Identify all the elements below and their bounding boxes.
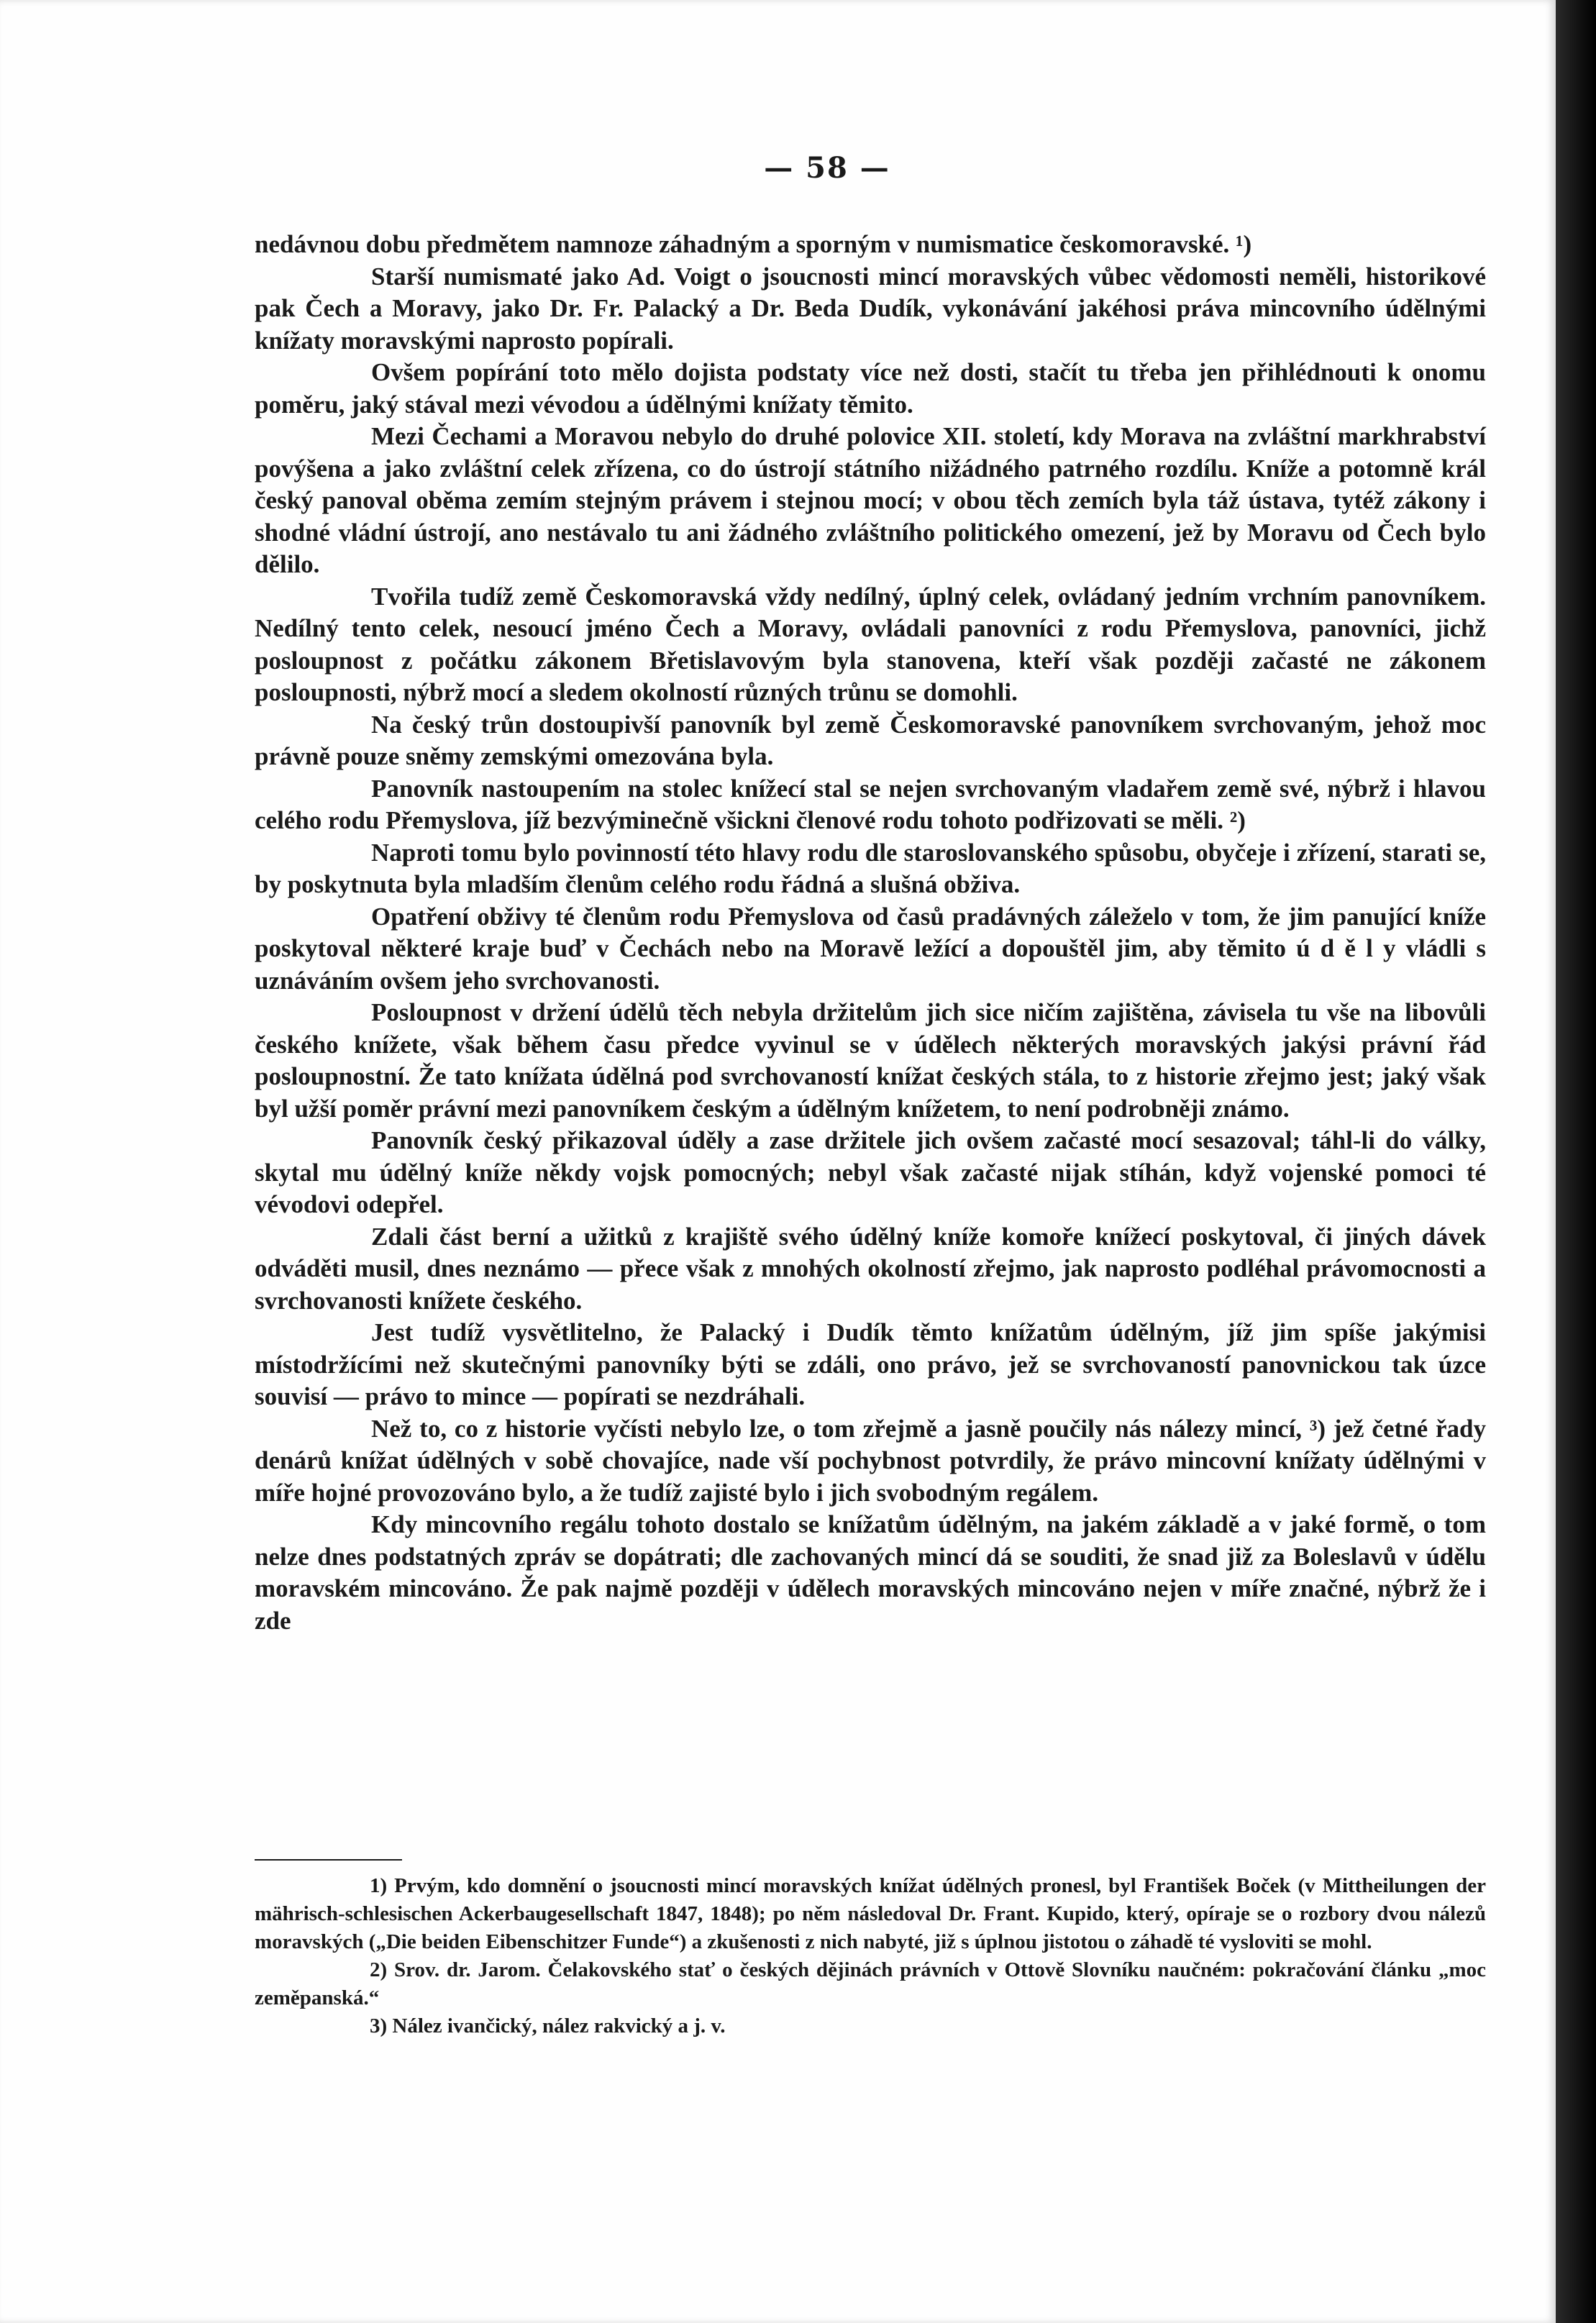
paragraph-8: Naproti tomu bylo povinností této hlavy rodu dle staroslovanského spůsobu, obyčeje i zřízení, starati se, by poskytnuta byla mladším členům celého rodu řádná a slušná obživa. [255,838,1486,898]
footnote-1: 1) Prvým, kdo domnění o jsoucnosti mincí moravských knížat údělných pronesl, byl František Boček (v Mittheilungen der mährisch-schlesischen Ackerbaugesellschaft 1847, 1848); po něm následoval Dr. Frant. Kupido, který, opíraje se o rozbory dvou nálezů moravských („Die beiden Eibenschitzer Funde“) a zkušenosti z nich nabyté, již s úplnou jistotou o záhadě té vysloviti se mohl. [255,1874,1486,1953]
paragraph-4: Mezi Čechami a Moravou nebylo do druhé polovice XII. století, kdy Morava na zvláštní markhrabství povýšena a jako zvláštní celek zřízena, co do ústrojí státního nižádného patrného rozdílu. Kníže a potomně král český panoval oběma zemím stejným právem i stejnou mocí; v obou těch zemích byla táž ústava, tytéž zákony i shodné vládní ústrojí, ano nestávalo tu ani žádného zvláštního politického omezení, jež by Moravu od Čech bylo dělilo. [255,422,1486,578]
paragraph-11: Panovník český přikazoval úděly a zase držitele jich ovšem začasté mocí sesazoval; táhl-li do války, skytal mu údělný kníže někdy vojsk pomocných; nebyl však začasté nijak stíhán, když vojenské pomoci té vévodovi odepřel. [255,1126,1486,1218]
paragraph-6: Na český trůn dostoupivší panovník byl země Českomoravské panovníkem svrchovaným, jehož moc právně pouze sněmy zemskými omezována byla. [255,710,1486,770]
paragraph-1: nedávnou dobu předmětem namnoze záhadným a sporným v numismatice českomoravské. ¹) [255,230,1252,258]
paragraph-13: Jest tudíž vysvětlitelno, že Palacký i Dudík těmto knížatům údělným, jíž jim spíše jakýmisi místodržícími než skutečnými panovníky býti se zdáli, ono právo, jež se svrchovaností panovnickou tak úzce souvisí — právo to mince — popírati se nezdráhali. [255,1318,1486,1410]
paragraph-12: Zdali část berní a užitků z krajiště svého údělný kníže komoře knížecí poskytoval, či jiných dávek odváděti musil, dnes neznámo — přece však z mnohých okolností zřejmo, jak naprosto podléhal právomocnosti a svrchovanosti knížete českého. [255,1222,1486,1315]
paragraph-10: Posloupnost v držení údělů těch nebyla držitelům jich sice ničím zajištěna, závisela tu vše na libovůli českého knížete, však během času předce vyvinul se v údělech některých moravských jakýsi právní řád posloupnostní. Že tato knížata údělná pod svrchovaností knížat českých stála, to z historie zřejmo jest; jaký však byl užší poměr právní mezi panovníkem českým a údělným knížetem, to není podrobněji známo. [255,998,1486,1123]
paragraph-3: Ovšem popírání toto mělo dojista podstaty více než dosti, stačít tu třeba jen přihlédnouti k onomu poměru, jaký stával mezi vévodou a údělnými knížaty těmito. [255,358,1486,419]
paragraph-7: Panovník nastoupením na stolec knížecí stal se nejen svrchovaným vladařem země své, nýbrž i hlavou celého rodu Přemyslova, jíž bezvýminečně všickni členové rodu tohoto podřizovati se měli. ²) [255,774,1486,834]
footnotes [255,1872,1486,2040]
paragraph-14: Než to, co z historie vyčísti nebylo lze, o tom zřejmě a jasně poučily nás nálezy mincí, ³) jež četné řady denárů knížat údělných v sobě chovajíce, nade vší pochybnost potvrdily, že právo mincovní knížaty údělnými v míře hojné provozováno bylo, a že tudíž zajisté bylo i jich svobodným regálem. [255,1414,1486,1507]
footnote-3: 3) Nález ivančický, nález rakvický a j. v. [370,2014,726,2037]
page-number: — 58 — [764,151,890,185]
footnote-2: 2) Srov. dr. Jarom. Čelakovského stať o českých dějinách právních v Ottově Slovníku naučném: pokračování článku „moc zeměpanská.“ [255,1958,1486,2009]
scan-edge [1556,0,1596,2323]
paragraph-2: Starší numismaté jako Ad. Voigt o jsoucnosti mincí moravských vůbec vědomosti neměli, historikové pak Čech a Moravy, jako Dr. Fr. Palacký a Dr. Beda Dudík, vykonávání jakéhosi práva mincovního údělnými knížaty moravskými naprosto popírali. [255,262,1486,355]
footnote-divider [255,1859,402,1861]
paragraph-15: Kdy mincovního regálu tohoto dostalo se knížatům údělným, na jakém základě a v jaké formě, o tom nelze dnes podstatných zpráv se dopátrati; dle zachovaných mincí dá se souditi, že snad již za Boleslavů v údělu moravském mincováno. Že pak najmě později v údělech moravských mincováno nejen v míře značné, nýbrž že i zde [255,1510,1486,1635]
paragraph-9: Opatření obživy té členům rodu Přemyslova od časů pradávných záleželo v tom, že jim panující kníže poskytoval některé kraje buď v Čechách nebo na Moravě ležící a dopouštěl jim, aby těmito ú d ě l y vládli s uznáváním ovšem jeho svrchovanosti. [255,902,1486,995]
paragraph-5: Tvořila tudíž země Českomoravská vždy nedílný, úplný celek, ovládaný jedním vrchním panovníkem. Nedílný tento celek, nesoucí jméno Čech a Moravy, ovládali panovníci z rodu Přemyslova, panovníci, jichž posloupnost z počátku zákonem Břetislavovým byla stanovena, kteří však později začasté ne zákonem posloupnosti, nýbrž mocí a sledem okolností různých trůnu se domohli. [255,582,1486,706]
main-text [255,229,1486,1637]
